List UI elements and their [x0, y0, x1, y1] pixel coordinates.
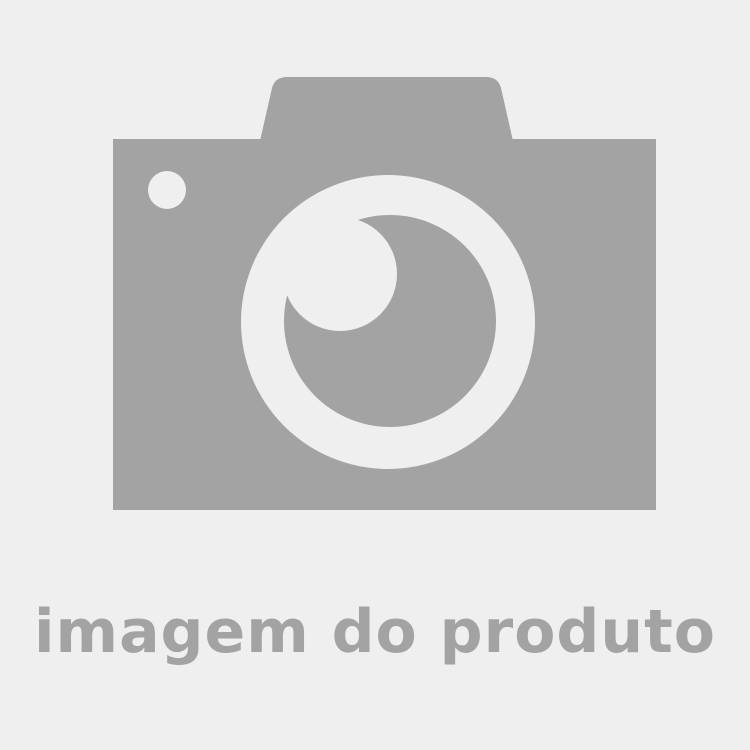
camera-top-hump: [260, 77, 513, 141]
product-image-caption: imagem do produto: [33, 597, 716, 667]
camera-lens-highlight: [283, 217, 397, 331]
camera-flash-dot: [148, 171, 186, 209]
